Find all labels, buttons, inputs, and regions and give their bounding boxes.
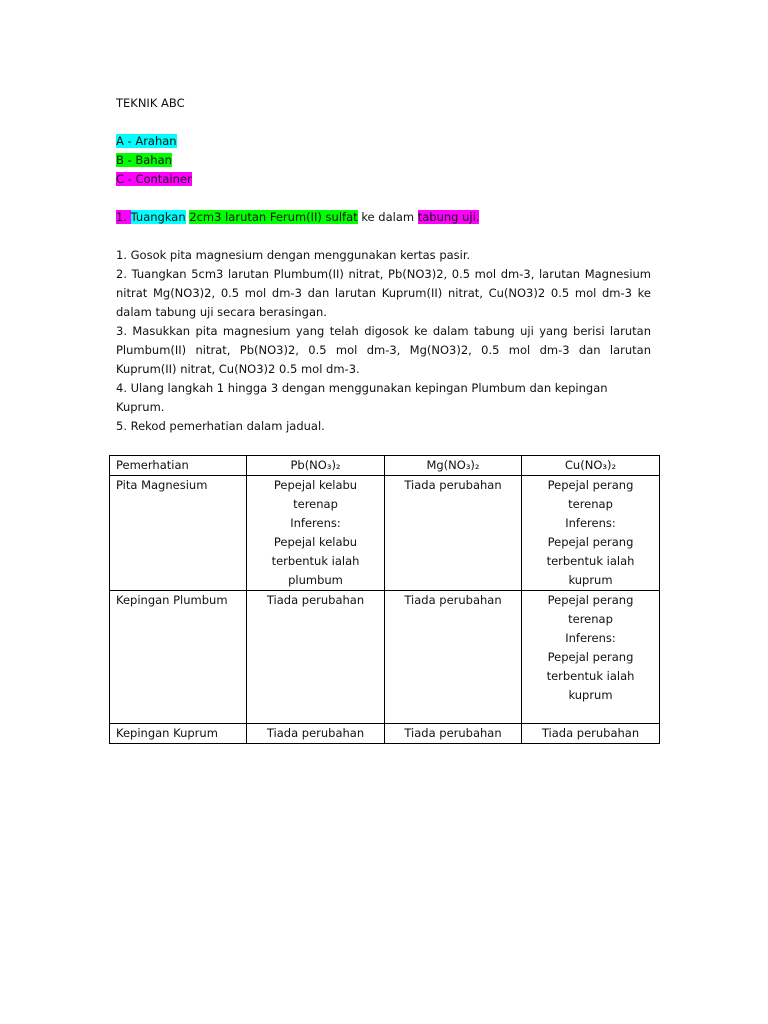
- step-2: 2. Tuangkan 5cm3 larutan Plumbum(II) nitrat, Pb(NO3)2, 0.5 mol dm-3, larutan Magnesium nitrat Mg(NO3)2, 0.5 mol dm-3 dan larutan Kuprum(II) nitrat, Cu(NO3)2 0.5 mol dm-3 ke dalam tabung uji secara berasingan.: [116, 267, 651, 319]
- table-cell: Tiada perubahan: [247, 724, 385, 744]
- table-cell: Pepejal perang terenap Inferens: Pepejal perang terbentuk ialah kuprum: [522, 591, 660, 724]
- table-row: [110, 724, 660, 744]
- table-header-row: [110, 456, 660, 476]
- legend-bahan: [116, 151, 651, 170]
- table-cell: Pepejal perang terenap Inferens: Pepejal perang terbentuk ialah kuprum: [522, 476, 660, 591]
- example-connector: ke dalam: [361, 210, 415, 224]
- example-container: tabung uji.: [417, 210, 480, 224]
- legend-container: [116, 170, 651, 189]
- table-cell: Tiada perubahan: [385, 476, 522, 591]
- observation-table: [109, 455, 660, 744]
- row-label: Kepingan Plumbum: [110, 591, 247, 724]
- table-cell: Tiada perubahan: [522, 724, 660, 744]
- step-5: 5. Rekod pemerhatian dalam jadual.: [116, 419, 325, 433]
- row-label: Kepingan Kuprum: [110, 724, 247, 744]
- row-label: Pita Magnesium: [110, 476, 247, 591]
- step-1: 1. Gosok pita magnesium dengan menggunakan kertas pasir.: [116, 248, 471, 262]
- table-row: [110, 476, 660, 591]
- table-cell: Tiada perubahan: [247, 591, 385, 724]
- legend-container-label: C - Container: [116, 172, 192, 186]
- table-cell: Tiada perubahan: [385, 724, 522, 744]
- table-row: [110, 591, 660, 724]
- step-4: 4. Ulang langkah 1 hingga 3 dengan menggunakan kepingan Plumbum dan kepingan Kuprum.: [116, 381, 608, 414]
- header-mg: Mg(NO₃)₂: [385, 456, 522, 476]
- document-page: [116, 94, 651, 436]
- step-3: 3. Masukkan pita magnesium yang telah digosok ke dalam tabung uji yang berisi larutan Plumbum(II) nitrat, Pb(NO3)2, 0.5 mol dm-3, Mg(NO3)2, 0.5 mol dm-3 dan larutan Kuprum(II) nitrat, Cu(NO3)2 0.5 mol dm-3.: [116, 324, 651, 376]
- table-cell: Pepejal kelabu terenap Inferens: Pepejal kelabu terbentuk ialah plumbum: [247, 476, 385, 591]
- example-sentence: [116, 208, 651, 227]
- example-arahan: Tuangkan: [130, 210, 186, 224]
- example-bahan: 2cm3 larutan Ferum(II) sulfat: [189, 210, 358, 224]
- legend-arahan: [116, 132, 651, 151]
- header-cu: Cu(NO₃)₂: [522, 456, 660, 476]
- header-pemerhatian: Pemerhatian: [110, 456, 247, 476]
- legend-arahan-label: A - Arahan: [116, 134, 177, 148]
- legend-bahan-label: B - Bahan: [116, 153, 172, 167]
- table-cell: Tiada perubahan: [385, 591, 522, 724]
- header-pb: Pb(NO₃)₂: [247, 456, 385, 476]
- example-number: 1.: [116, 210, 127, 224]
- doc-title: TEKNIK ABC: [116, 96, 185, 110]
